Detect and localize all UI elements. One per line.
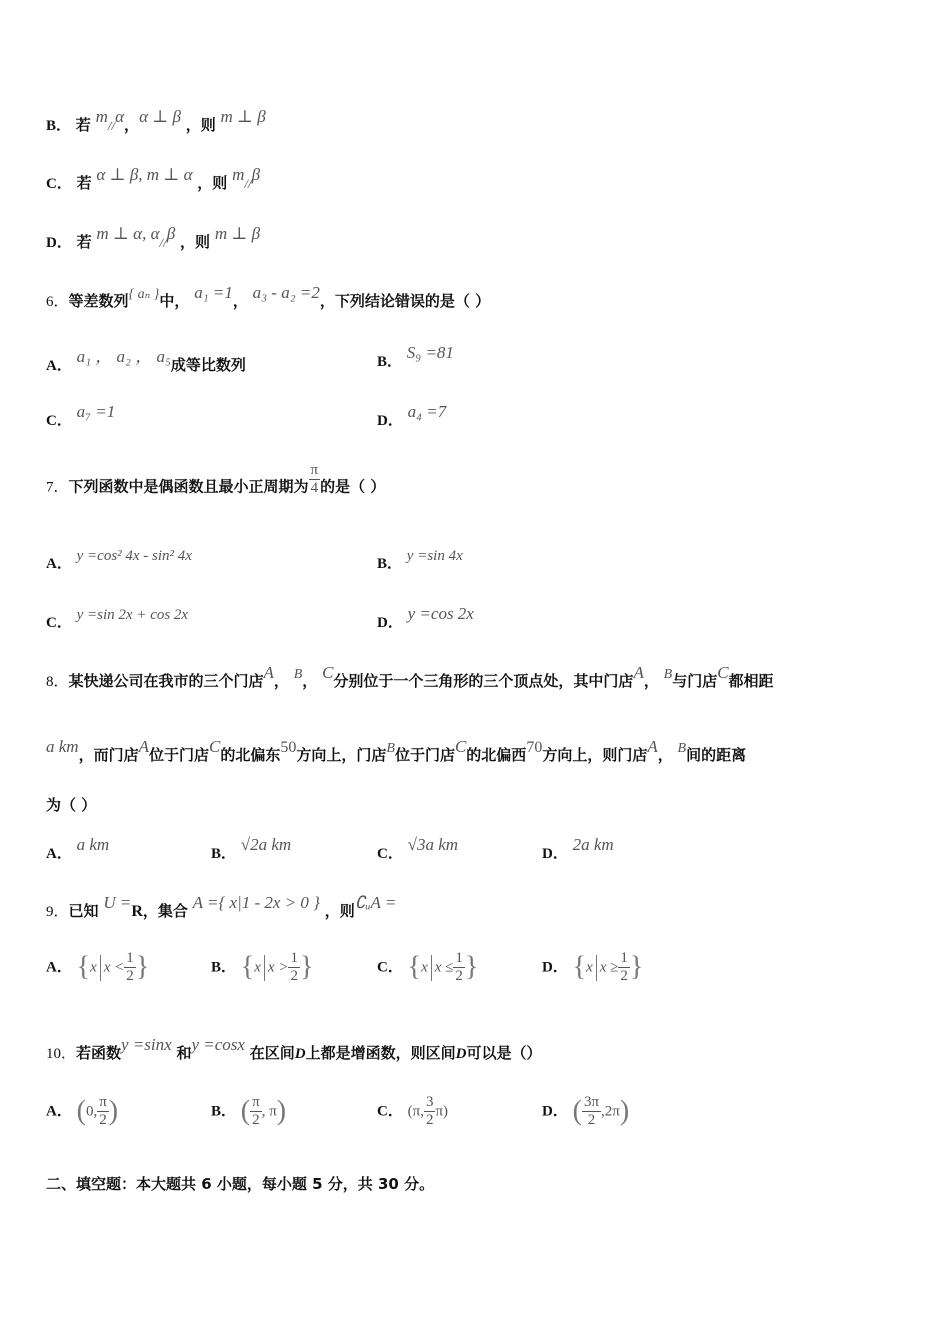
divider	[100, 955, 101, 981]
fraction	[288, 950, 300, 985]
text: 的是（ ）	[320, 477, 386, 496]
math: a₃ - a₂ =2	[252, 283, 320, 302]
text: 若	[76, 174, 92, 192]
text: ，则	[185, 116, 216, 134]
q6-option-c	[46, 402, 116, 430]
text: 成等比数列	[170, 356, 246, 374]
text: 分别位于一个三角形的三个顶点处，其中门店	[333, 672, 634, 690]
q6-option-d	[377, 402, 447, 430]
fraction	[424, 1094, 436, 1129]
math: y =cos 2x	[407, 604, 474, 623]
math: C	[209, 737, 221, 756]
question-8-line-3	[46, 794, 96, 816]
math: β	[251, 165, 261, 184]
text: 等差数列	[68, 292, 129, 310]
option-label: B．	[46, 118, 72, 134]
parallel-symbol: //	[159, 235, 167, 250]
math: x >	[267, 959, 289, 976]
math: (π,	[407, 1103, 424, 1120]
fraction	[124, 950, 136, 985]
parallel-symbol: //	[244, 176, 252, 191]
option-label: D．	[377, 615, 403, 631]
numerator: 1	[126, 950, 134, 966]
math: π)	[435, 1103, 449, 1120]
numerator: 3	[425, 1094, 434, 1110]
math: C	[322, 663, 334, 682]
option-label: B．	[211, 959, 237, 976]
math: x <	[103, 959, 125, 976]
math: √2a km	[240, 835, 292, 854]
math: m ⊥ β	[220, 107, 266, 126]
text: ，	[124, 116, 140, 134]
math: y =cosx	[191, 1035, 245, 1054]
text: 的北偏东	[220, 746, 281, 764]
q9-option-c	[377, 950, 478, 985]
math: a₄ =7	[407, 402, 447, 421]
math: C	[454, 737, 467, 756]
left-paren: (	[572, 1095, 582, 1127]
text: ，	[302, 672, 318, 690]
q9-option-a	[46, 950, 149, 985]
text: 和	[176, 1044, 192, 1062]
math: a₁ ， a₂ ， a₅	[76, 347, 171, 366]
math: α	[115, 107, 125, 126]
text: 位于门店	[148, 746, 209, 764]
denominator: 2	[290, 968, 298, 984]
math: R	[131, 903, 143, 920]
option-label: C．	[46, 176, 72, 192]
q7-option-a	[46, 548, 192, 573]
numerator: 1	[620, 950, 628, 966]
text: 已知	[68, 902, 99, 920]
numerator: 1	[290, 950, 298, 966]
math: x ≤	[434, 959, 454, 976]
text: ，则	[324, 902, 355, 920]
math: a km	[46, 737, 79, 756]
fraction	[618, 950, 630, 985]
text: ，	[657, 746, 673, 764]
divider	[431, 955, 432, 981]
math: { aₙ }	[128, 287, 160, 302]
question-number: 8．	[46, 674, 69, 690]
math: A ={ x|1 - 2x > 0 }	[192, 893, 320, 912]
q9-option-d	[542, 950, 643, 985]
math: m	[95, 107, 108, 126]
math: a km	[76, 835, 110, 854]
section-heading	[46, 1173, 434, 1195]
right-paren: )	[276, 1095, 287, 1127]
denominator: 2	[620, 968, 628, 984]
right-paren: )	[108, 1095, 119, 1127]
option-b-line	[46, 107, 266, 137]
option-d-line	[46, 224, 261, 254]
text: 在区间	[249, 1044, 295, 1062]
left-brace: {	[407, 951, 422, 983]
text: 的北偏西	[466, 746, 527, 764]
option-label: B．	[377, 556, 403, 572]
numerator: π	[252, 1094, 260, 1110]
option-label: C．	[46, 413, 72, 429]
left-paren: (	[240, 1095, 251, 1127]
fraction	[582, 1094, 601, 1129]
math: m ⊥ β	[214, 224, 261, 243]
text: ，	[643, 672, 659, 690]
text: 若函数	[76, 1044, 122, 1062]
question-7	[46, 462, 386, 505]
math: m	[232, 165, 245, 184]
math: x ≥	[599, 959, 619, 976]
math: B	[386, 741, 395, 756]
fraction	[97, 1094, 109, 1129]
text: ，集合	[142, 902, 188, 920]
question-number: 6．	[46, 294, 69, 310]
q8-option-b	[211, 835, 292, 863]
math: y =cos² 4x - sin² 4x	[76, 548, 192, 564]
left-brace: {	[572, 951, 587, 983]
denominator: 2	[455, 968, 463, 984]
denominator: 2	[126, 968, 134, 984]
divider	[264, 955, 265, 981]
question-6	[46, 283, 491, 314]
text: 方向上，则门店	[542, 746, 648, 764]
option-label: A．	[46, 959, 72, 976]
text: 上都是增函数，则区间	[305, 1044, 456, 1062]
right-brace: }	[299, 951, 314, 983]
left-brace: {	[240, 951, 255, 983]
q9-option-b	[211, 950, 313, 985]
text: 若	[76, 233, 92, 251]
math: , π	[261, 1103, 277, 1120]
math: U =	[103, 893, 132, 912]
math: 0,	[85, 1103, 98, 1120]
text: 间的距离	[686, 746, 747, 764]
text: 为（ ）	[46, 796, 97, 814]
option-label: B．	[211, 846, 237, 862]
option-label: D．	[542, 959, 568, 976]
math: B	[293, 667, 303, 682]
right-brace: }	[464, 951, 479, 983]
denominator: 2	[99, 1112, 107, 1128]
math: β	[166, 224, 176, 243]
option-label: B．	[377, 354, 403, 370]
math: α ⊥ β	[139, 107, 181, 126]
option-label: C．	[46, 615, 72, 631]
text: 与门店	[672, 672, 718, 690]
denominator: 4	[310, 480, 319, 496]
option-label: A．	[46, 1103, 72, 1120]
text: 某快递公司在我市的三个门店	[68, 672, 264, 690]
math: y =sin 4x	[406, 548, 463, 564]
q10-option-c	[377, 1094, 448, 1129]
text: ，下列结论错误的是（ ）	[319, 292, 491, 310]
parallel-symbol: //	[107, 118, 116, 133]
math: x	[586, 959, 593, 976]
option-label: A．	[46, 846, 72, 862]
math: a₁ =1	[194, 283, 233, 302]
option-label: D．	[377, 413, 403, 429]
question-number: 7．	[46, 479, 69, 496]
text: 若	[75, 116, 91, 134]
right-brace: }	[135, 951, 150, 983]
numerator: 3π	[583, 1094, 600, 1110]
math: C	[717, 663, 729, 682]
option-label: C．	[377, 846, 403, 862]
question-8-line-2	[46, 737, 747, 768]
q6-option-b	[377, 343, 454, 371]
question-number: 10．	[46, 1046, 77, 1062]
q7-option-c	[46, 607, 189, 632]
math: α ⊥ β, m ⊥ α	[96, 165, 193, 184]
q8-option-a	[46, 835, 110, 863]
option-label: B．	[211, 1103, 237, 1120]
left-paren: (	[76, 1095, 86, 1127]
denominator: 2	[425, 1112, 434, 1128]
text: 都相距	[728, 672, 774, 690]
denominator: 2	[252, 1112, 260, 1128]
math: a₇ =1	[76, 402, 116, 421]
question-8-line-1	[46, 663, 774, 694]
q8-option-c	[377, 835, 459, 863]
math: √3a km	[407, 835, 459, 854]
math: A	[633, 663, 644, 682]
q10-option-d	[542, 1094, 629, 1129]
option-c-line	[46, 165, 261, 195]
option-label: C．	[377, 1103, 403, 1120]
math: 2a km	[572, 835, 614, 854]
math: x	[421, 959, 428, 976]
question-10	[46, 1035, 542, 1065]
fraction	[250, 1094, 262, 1129]
math: 70	[526, 739, 543, 756]
text: ，则	[197, 174, 228, 192]
math: A	[647, 737, 658, 756]
denominator: 2	[587, 1112, 596, 1128]
math: A	[138, 737, 149, 756]
text: 可以是（）	[466, 1044, 542, 1062]
math: ∁ᵤA =	[354, 893, 397, 912]
section-title: 二、填空题：本大题共 6 小题，每小题 5 分，共 30 分。	[46, 1175, 435, 1193]
text: ，	[232, 292, 248, 310]
text: ，	[273, 672, 289, 690]
numerator: π	[99, 1094, 107, 1110]
q6-option-a	[46, 347, 246, 375]
math: B	[677, 741, 687, 756]
right-brace: }	[629, 951, 644, 983]
text: 位于门店	[394, 746, 455, 764]
option-label: A．	[46, 358, 72, 374]
math: x	[90, 959, 97, 976]
math: D	[455, 1046, 467, 1062]
option-label: A．	[46, 556, 72, 572]
option-label: D．	[542, 846, 568, 862]
math: y =sinx	[121, 1035, 172, 1054]
q7-option-d	[377, 604, 474, 632]
math: 50	[280, 739, 297, 756]
left-brace: {	[76, 951, 91, 983]
q10-option-b	[211, 1094, 286, 1129]
numerator: 1	[455, 950, 463, 966]
text: 方向上，门店	[296, 746, 387, 764]
fraction	[309, 462, 321, 497]
text: ，则	[180, 233, 211, 251]
divider	[596, 955, 597, 981]
math: S₉ =81	[406, 343, 454, 362]
question-9	[46, 893, 397, 923]
text: ，而门店	[78, 746, 139, 764]
option-label: D．	[46, 235, 72, 251]
math: y =sin 2x + cos 2x	[76, 607, 189, 623]
numerator: π	[310, 462, 319, 478]
q7-option-b	[377, 548, 463, 573]
math: x	[254, 959, 261, 976]
math: D	[294, 1046, 306, 1062]
math: m ⊥ α, α	[96, 224, 160, 243]
text: 中，	[159, 292, 190, 310]
q10-option-a	[46, 1094, 118, 1129]
option-label: D．	[542, 1103, 568, 1120]
option-label: C．	[377, 959, 403, 976]
math: A	[263, 663, 274, 682]
q8-option-d	[542, 835, 614, 863]
math: B	[663, 667, 673, 682]
math: ,2π	[601, 1103, 620, 1120]
question-number: 9．	[46, 904, 69, 920]
fraction	[453, 950, 465, 985]
right-paren: )	[619, 1095, 630, 1127]
text: 下列函数中是偶函数且最小正周期为	[68, 477, 309, 496]
